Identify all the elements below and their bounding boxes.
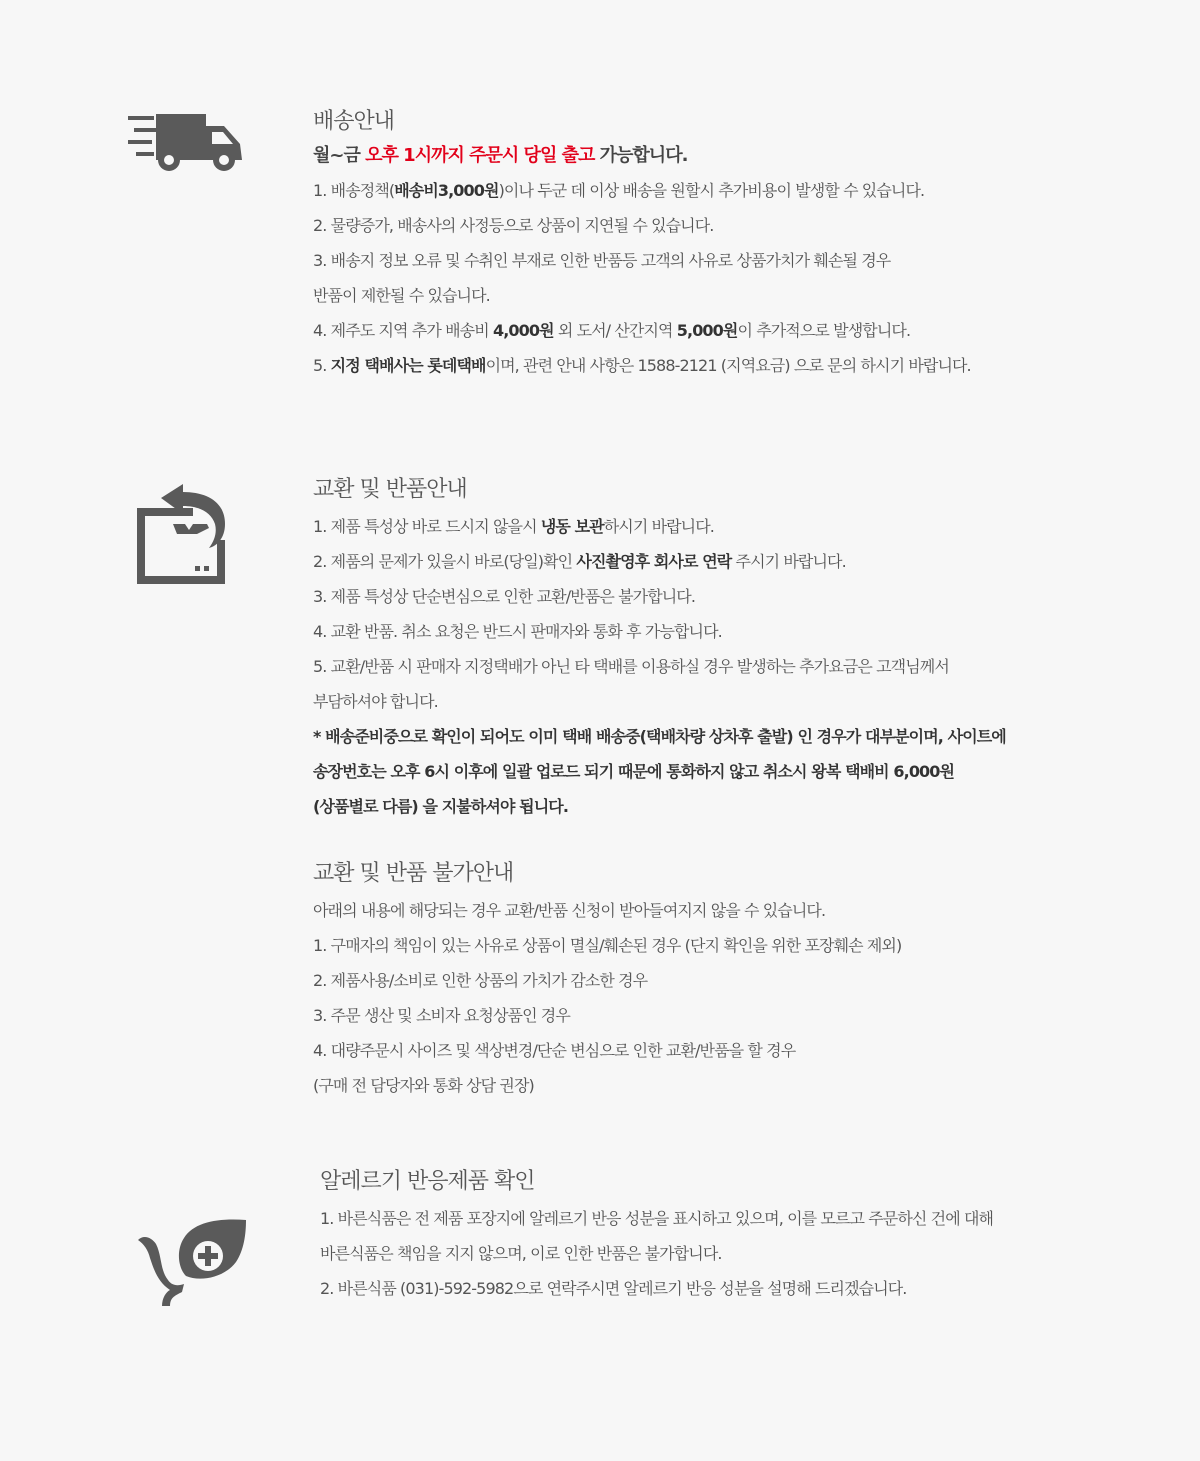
refuse-title: 교환 및 반품 불가안내 bbox=[313, 861, 514, 886]
truck-icon bbox=[128, 112, 244, 174]
exchange-line-5: 5. 교환/반품 시 판매자 지정택배가 아닌 타 택배를 이용하실 경우 발생하는 추가요금은 고객님께서 bbox=[313, 657, 949, 676]
jeju-fee: 4,000원 bbox=[492, 321, 554, 340]
refuse-line-2: 2. 제품사용/소비로 인한 상품의 가치가 감소한 경우 bbox=[313, 971, 648, 990]
leaf-plus-icon bbox=[138, 1218, 248, 1306]
l4a: 4. 제주도 지역 추가 배송비 bbox=[313, 321, 493, 340]
e2c: 주시기 바랍니다. bbox=[731, 552, 846, 571]
lead-post: 가능합니다. bbox=[594, 145, 688, 166]
exchange-line-5b: 부담하셔야 합니다. bbox=[313, 692, 438, 711]
refuse-line-0: 아래의 내용에 해당되는 경우 교환/반품 신청이 받아들여지지 않을 수 있습니다. bbox=[313, 901, 826, 920]
l1c: )이나 두군 데 이상 배송을 원할시 추가비용이 발생할 수 있습니다. bbox=[498, 181, 925, 200]
courier-name: 지정 택배사는 롯데택배 bbox=[330, 356, 486, 375]
shipping-line-4 bbox=[313, 313, 1173, 348]
l4c: 외 도서/ 산간지역 bbox=[553, 321, 677, 340]
return-box-icon bbox=[137, 484, 229, 586]
exchange-line-2 bbox=[313, 544, 1173, 579]
refuse-line-1: 1. 구매자의 책임이 있는 사유로 상품이 멸실/훼손된 경우 (단지 확인을 위한 포장훼손 제외) bbox=[313, 936, 902, 955]
shipping-lead bbox=[313, 141, 1173, 171]
mountain-fee: 5,000원 bbox=[676, 321, 738, 340]
refuse-line-3: 3. 주문 생산 및 소비자 요청상품인 경우 bbox=[313, 1006, 570, 1025]
allergy-line-2: 2. 바른식품 (031)-592-5982으로 연락주시면 알레르기 반응 성분을 설명해 드리겠습니다. bbox=[320, 1279, 907, 1298]
lead-pre: 월~금 bbox=[313, 145, 366, 166]
exchange-title: 교환 및 반품안내 bbox=[313, 477, 467, 502]
shipping-line-2: 2. 물량증가, 배송사의 사정등으로 상품이 지연될 수 있습니다. bbox=[313, 216, 714, 235]
exchange-line-1 bbox=[313, 509, 1173, 544]
shipping-title: 배송안내 bbox=[313, 109, 395, 134]
e2a: 2. 제품의 문제가 있을시 바로(당일)확인 bbox=[313, 552, 577, 571]
shipping-line-3b: 반품이 제한될 수 있습니다. bbox=[313, 286, 490, 305]
refuse-line-4: 4. 대량주문시 사이즈 및 색상변경/단순 변심으로 인한 교환/반품을 할 경우 bbox=[313, 1041, 796, 1060]
exchange-note-3: (상품별로 다름) 을 지불하셔야 됩니다. bbox=[313, 797, 569, 816]
shipping-line-1 bbox=[313, 173, 1173, 208]
shipping-line-3: 3. 배송지 정보 오류 및 수취인 부재로 인한 반품등 고객의 사유로 상품가치가 훼손될 경우 bbox=[313, 251, 891, 270]
shipping-fee: 배송비3,000원 bbox=[394, 181, 499, 200]
l5c: 이며, 관련 안내 사항은 1588-2121 (지역요금) 으로 문의 하시기 바랍니다. bbox=[485, 356, 971, 375]
exchange-note-1: * 배송준비중으로 확인이 되어도 이미 택배 배송중(택배차량 상차후 출발) 인 경우가 대부분이며, 사이트에 bbox=[313, 727, 1006, 746]
exchange-line-4: 4. 교환 반품. 취소 요청은 반드시 판매자와 통화 후 가능합니다. bbox=[313, 622, 722, 641]
l4e: 이 추가적으로 발생합니다. bbox=[737, 321, 911, 340]
allergy-line-1b: 바른식품은 책임을 지지 않으며, 이로 인한 반품은 불가합니다. bbox=[320, 1244, 722, 1263]
exchange-note-2: 송장번호는 오후 6시 이후에 일괄 업로드 되기 때문에 통화하지 않고 취소시 왕복 택배비 6,000원 bbox=[313, 762, 955, 781]
l1a: 1. 배송정책( bbox=[313, 181, 395, 200]
refuse-line-4b: (구매 전 담당자와 통화 상담 권장) bbox=[313, 1076, 534, 1095]
frozen-storage: 냉동 보관 bbox=[540, 517, 604, 536]
l5a: 5. bbox=[313, 356, 331, 375]
allergy-line-1: 1. 바른식품은 전 제품 포장지에 알레르기 반응 성분을 표시하고 있으며, 이를 모르고 주문하신 건에 대해 bbox=[320, 1209, 994, 1228]
allergy-title: 알레르기 반응제품 확인 bbox=[320, 1169, 535, 1194]
lead-highlight: 오후 1시까지 주문시 당일 출고 bbox=[365, 145, 595, 166]
e1c: 하시기 바랍니다. bbox=[603, 517, 714, 536]
photo-contact: 사진촬영후 회사로 연락 bbox=[576, 552, 732, 571]
shipping-line-5 bbox=[313, 348, 1173, 383]
e1a: 1. 제품 특성상 바로 드시지 않을시 bbox=[313, 517, 541, 536]
exchange-line-3: 3. 제품 특성상 단순변심으로 인한 교환/반품은 불가합니다. bbox=[313, 587, 696, 606]
